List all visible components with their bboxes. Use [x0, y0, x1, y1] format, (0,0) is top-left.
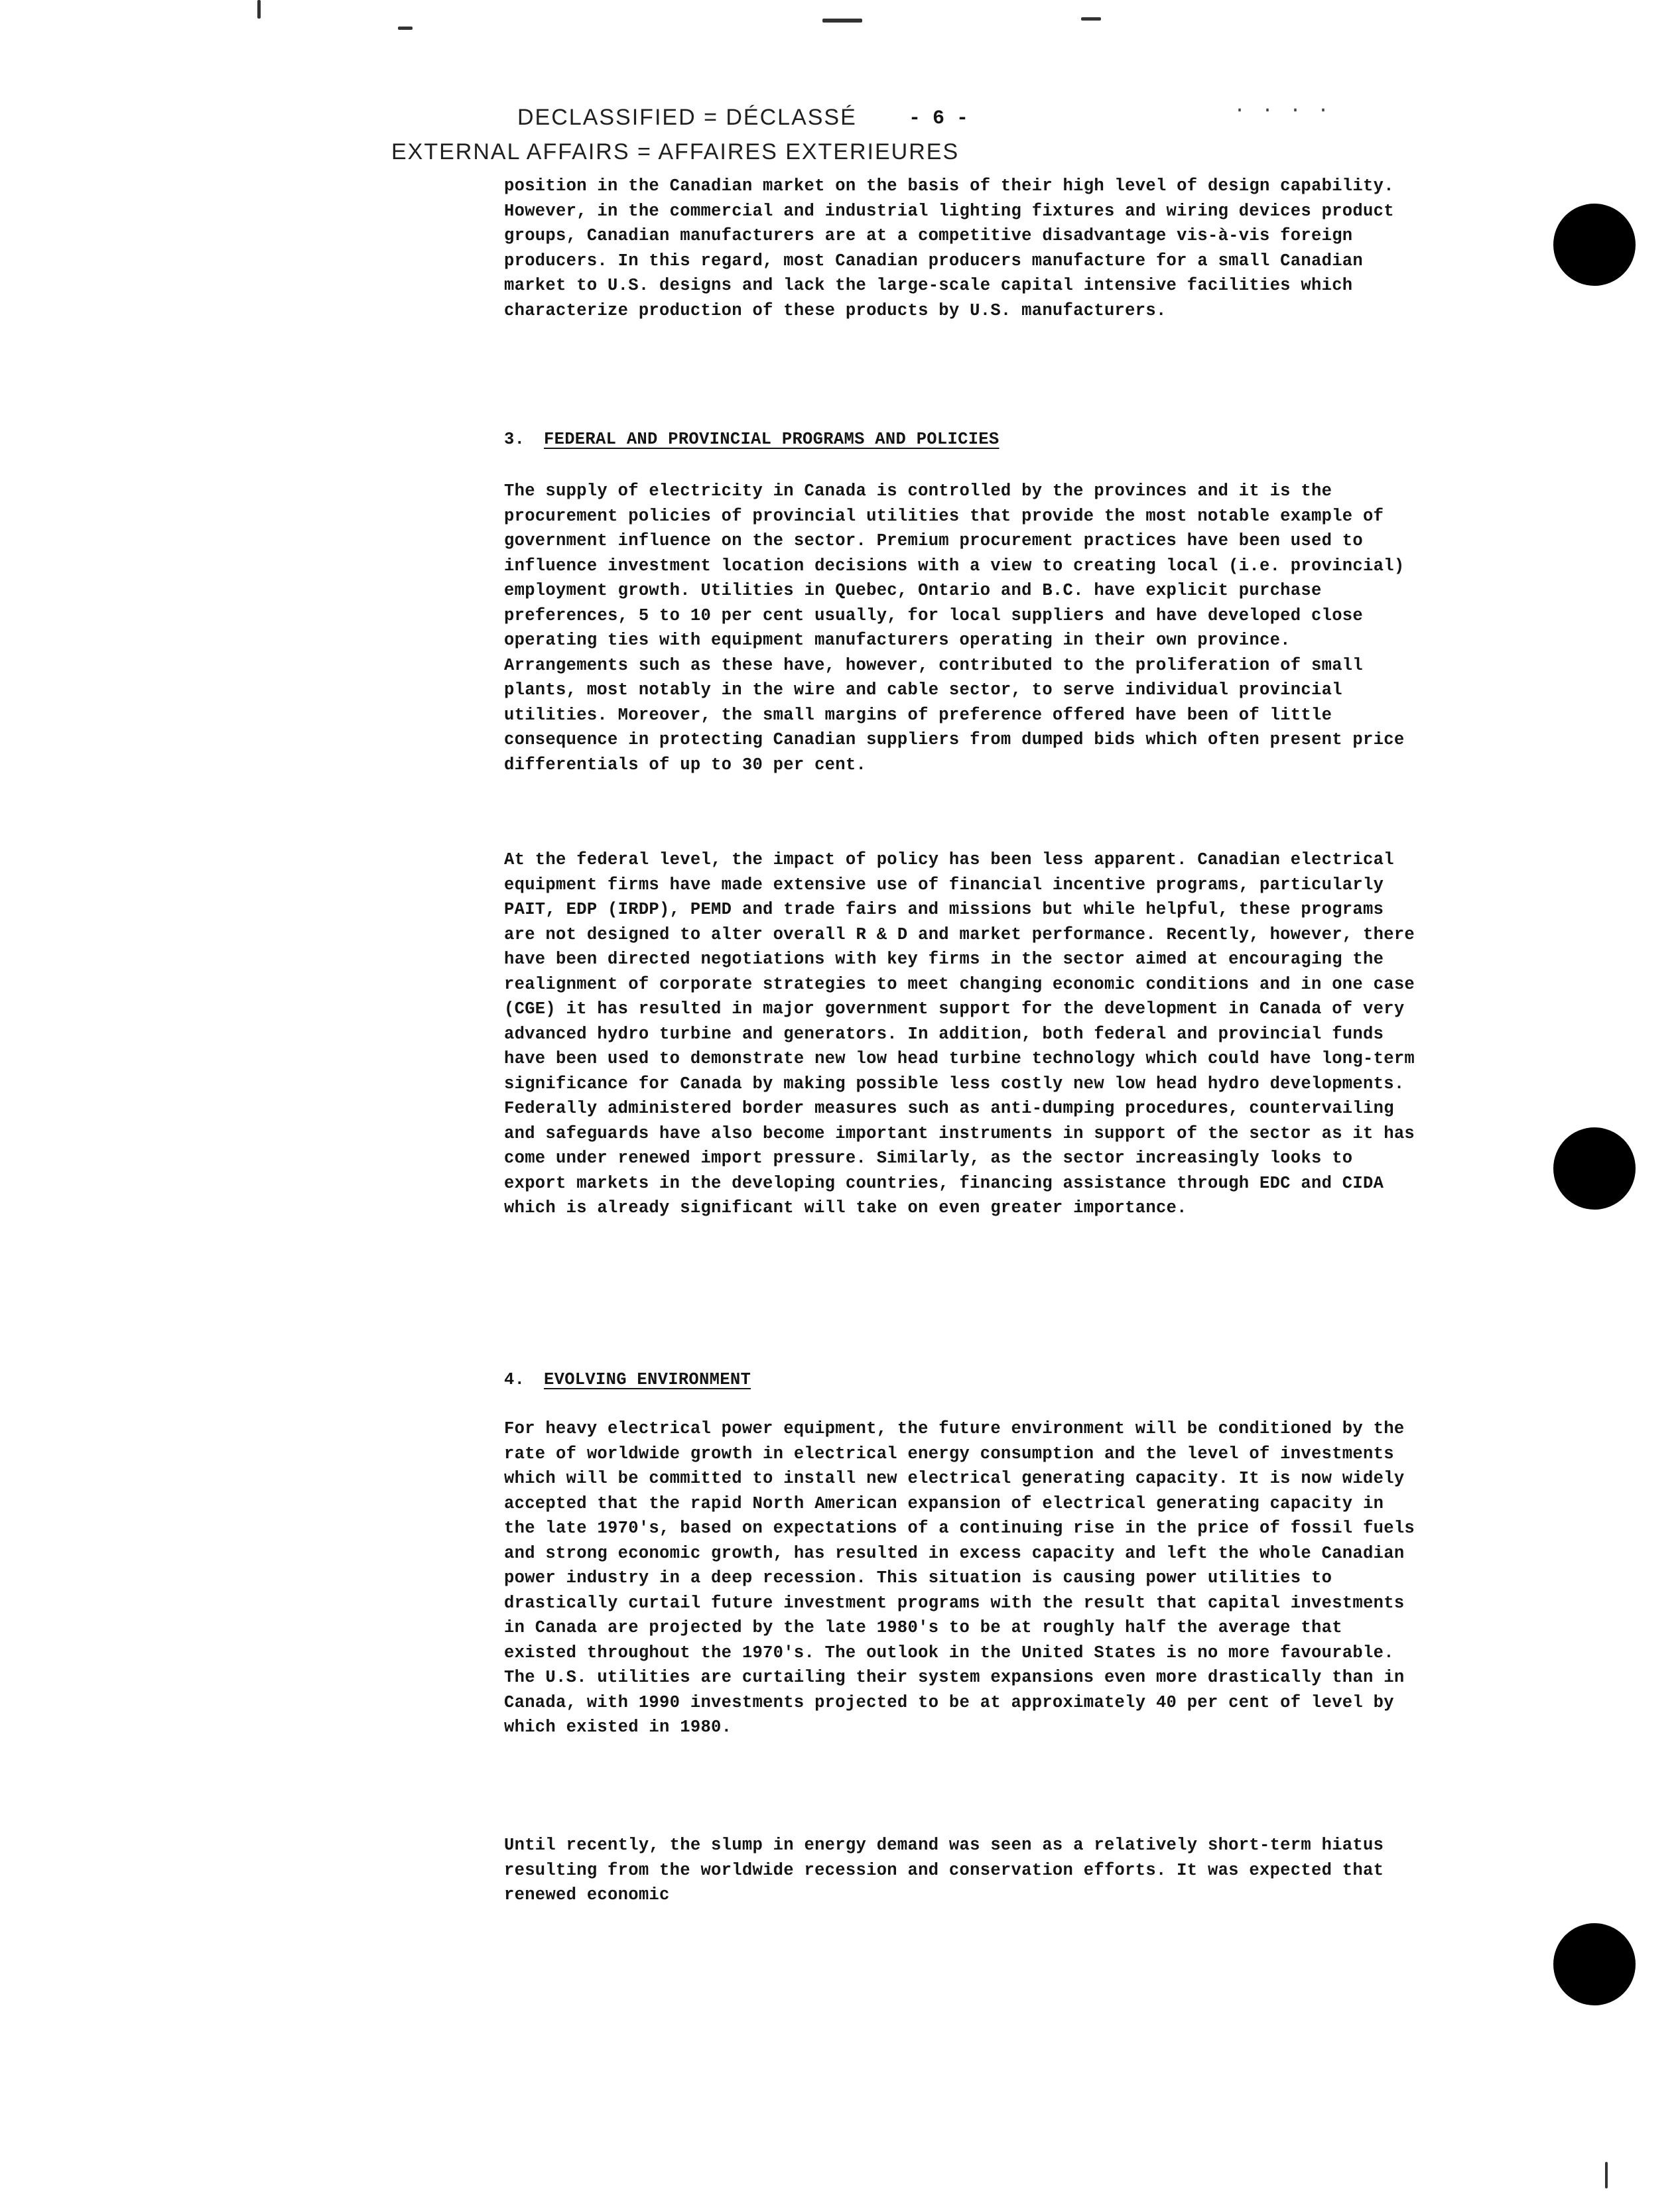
scan-mark: [257, 0, 261, 19]
scan-mark: [822, 19, 862, 23]
page-number: - 6 -: [909, 107, 969, 130]
punch-hole: [1553, 1923, 1636, 2005]
punch-hole: [1553, 1127, 1636, 1210]
declassified-stamp: DECLASSIFIED = DÉCLASSÉ: [517, 105, 857, 130]
section-4-paragraph-1: For heavy electrical power equipment, the future environment will be conditioned by the rate of worldwide growth in electrical energy consumption and the level of investments which will be committed to install new electrical generating capacity. It is now widely accepted that the rapid North American expansion of electrical generating capacity in the late 1970's, based on expectations of a continuing rise in the price of fossil fuels and strong economic growth, has resulted in excess capacity and left the whole Canadian power industry in a deep recession. This situation is causing power utilities to drastically curtail future investment programs with the result that capital investments in Canada are projected by the late 1980's to be at roughly half the average that existed throughout the 1970's. The outlook in the United States is no more favourable. The U.S. utilities are curtailing their system expansions even more drastically than in Canada, with 1990 investments projected to be at approximately 40 per cent of level by which existed in 1980.: [504, 1419, 1415, 1737]
section-3-paragraph-2: At the federal level, the impact of policy has been less apparent. Canadian electrical equipment firms have made extensive use of financial incentive programs, particularly PAIT, EDP (IRDP), PEMD and trade fairs and missions but while helpful, these programs are not designed to alter overall R & D and market performance. Recently, however, there have been directed negotiations with key firms in the sector aimed at encouraging the realignment of corporate strategies to meet changing economic conditions and in one case (CGE) it has resulted in major government support for the development in Canada of very advanced hydro turbine and generators. In addition, both federal and provincial funds have been used to demonstrate new low head turbine technology which could have long-term significance for Canada by making possible less costly new low head hydro developments. Federally administered border measures such as anti-dumping procedures, countervailing and safeguards have also become important instruments in support of the sector as it has come under renewed import pressure. Similarly, as the sector increasingly looks to export markets in the developing countries, financing assistance through EDC and CIDA which is already significant will take on even greater importance.: [504, 850, 1415, 1218]
scan-mark: [1605, 2162, 1608, 2188]
intro-paragraph: position in the Canadian market on the basis of their high level of design capability. However, in the commercial and industrial lighting fixtures and wiring devices product groups, Canadian manufacturers are at a competitive disadvantage vis-à-vis foreign producers. In this regard, most Canadian producers manufacture for a small Canadian market to U.S. designs and lack the large-scale capital intensive facilities which characterize production of these products by U.S. manufacturers.: [504, 176, 1394, 320]
section-3-paragraph-1: The supply of electricity in Canada is controlled by the provinces and it is the procurement policies of provincial utilities that provide the most notable example of government influence on the sector. Premium procurement practices have been used to influence investment location decisions with a view to creating local (i.e. provincial) employment growth. Utilities in Quebec, Ontario and B.C. have explicit purchase preferences, 5 to 10 per cent usually, for local suppliers and have developed close operating ties with equipment manufacturers operating in their own province. Arrangements such as these have, however, contributed to the proliferation of small plants, most notably in the wire and cable sector, to serve individual provincial utilities. Moreover, the small margins of preference offered have been of little consequence in protecting Canadian suppliers from dumped bids which often present price differentials of up to 30 per cent.: [504, 481, 1405, 775]
punch-hole: [1553, 204, 1636, 286]
section-4-paragraph-2: Until recently, the slump in energy demand was seen as a relatively short-term hiatus resulting from the worldwide recession and conservation efforts. It was expected that renewed economic: [504, 1836, 1384, 1905]
scan-mark: [1081, 17, 1101, 21]
section-4-title: EVOLVING ENVIRONMENT: [544, 1370, 751, 1389]
external-affairs-stamp: EXTERNAL AFFAIRS = AFFAIRES EXTERIEURES: [391, 139, 960, 164]
section-4-heading: [504, 1370, 751, 1389]
section-3-number: 3.: [504, 430, 525, 449]
section-4-number: 4.: [504, 1370, 525, 1389]
section-3-heading: [504, 430, 1000, 449]
section-3-title: FEDERAL AND PROVINCIAL PROGRAMS AND POLICIES: [544, 430, 1000, 449]
reference-code: · · · ·: [1234, 99, 1332, 122]
scan-mark: [398, 27, 413, 30]
